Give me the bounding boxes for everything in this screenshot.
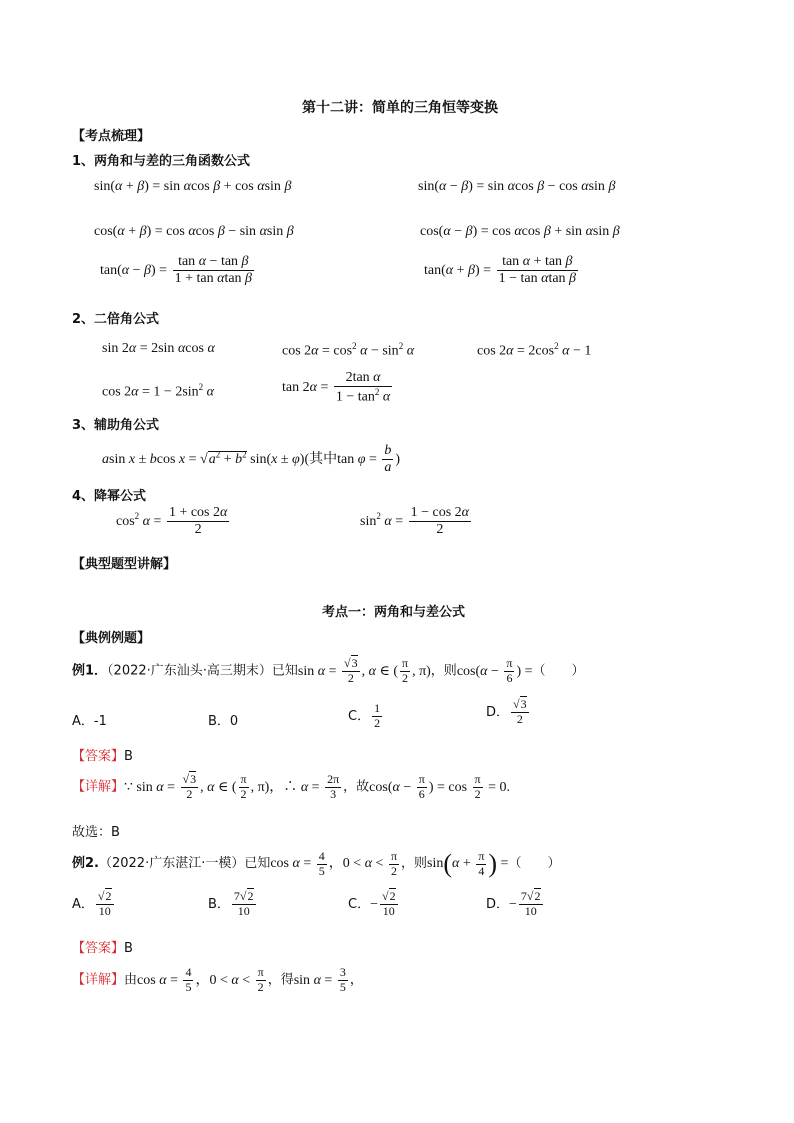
example-2-source: （2022·广东湛江·一模）已知 — [98, 856, 271, 872]
example-2-paren: （ ） — [508, 856, 561, 872]
example-1-question: 例1．（2022·广东汕头·高三期末）已知sin α = $\frac{√3}{2}$ , α ∈ ( $\frac{\pi}{2}$ , π)，则cos(α − $\frac{\pi}{6}$ ) =（ ） — [72, 656, 585, 685]
example-1-paren: （ ） — [532, 663, 585, 679]
formula-tan-sum: tan(α + β) = $\frac{\text{tan α + tan β}}{\text{1 − tan αtan β}}$ — [424, 254, 577, 287]
example-2-label: 例2. — [72, 856, 99, 872]
formula-sin-diff: sin(α − β) = sin αcos β − cos αsin β — [418, 179, 616, 194]
formula-sin-power-reduce: $\sin^2 \alpha$ = $\frac{1 - \cos 2\alpha}{2}$ — [360, 505, 470, 538]
formula-cos-sum: cos(α + β) = cos αcos β − sin αsin β — [94, 224, 294, 239]
formula-tan-diff: tan(α − β) = $\frac{\text{tan α − tan β}}{\text{1 + tan αtan β}}$ — [100, 254, 253, 287]
example-2-option-b: B． $\frac{7√2}{10}$ — [208, 889, 254, 918]
formula-sin-double: sin 2α = 2sin αcos α — [102, 341, 215, 356]
example-2-detail: 【详解】由cos α = $\frac{4}{5}$ ，0 < α < $\frac{\pi}{2}$ ，得sin α = $\frac{3}{5}$ ， — [72, 965, 363, 994]
section-review-header: 【考点梳理】 — [72, 129, 151, 144]
example-2-option-a: A． $\frac{√2}{10}$ — [72, 889, 112, 918]
page-title: 第十二讲：简单的三角恒等变换 — [302, 100, 498, 116]
example-2-ask: ，则 — [401, 856, 428, 872]
example-1-choose: 故选：B — [72, 825, 120, 840]
example-2-answer: 【答案】B — [72, 941, 133, 956]
example-1-option-c: C． $\frac{1}{2}$ — [348, 701, 381, 730]
formula-cos-double-3: $\cos 2\alpha = 1 - 2\sin^2$ α — [102, 382, 215, 400]
topic-4-heading: 4、降幂公式 — [72, 489, 147, 504]
formula-auxiliary-angle: asin x ± bcos $x = √a^2 + b^2$ sin(x ± φ)(其中tan φ = $\frac{b}{a}$ ) — [102, 443, 401, 476]
example-1-ask: ，则 — [430, 663, 457, 679]
example-2-question: 例2.（2022·广东湛江·一模）已知cos α = $\frac{4}{5}$ ，0 < α < $\frac{\pi}{2}$ ，则sin(α + $\frac{\pi}{4}$ ) =（ ） — [72, 848, 561, 878]
section-examples-header: 【典型题型讲解】 — [72, 557, 177, 572]
formula-cos-power-reduce: $\cos^2 \alpha$ = $\frac{1 + \cos 2\alpha}{2}$ — [116, 505, 228, 538]
example-1-source: （2022·广东汕头·高三期末）已知 — [107, 663, 298, 679]
formula-cos-double-1: $\cos 2\alpha = \cos^2 \alpha - \sin^2 \alpha$ — [282, 341, 415, 359]
example-2-option-c: C．− $\frac{√2}{10}$ — [348, 889, 396, 918]
example-1-label: 例1． — [72, 663, 108, 679]
topic-1-heading: 1、两角和与差的三角函数公式 — [72, 154, 251, 169]
topic-2-heading: 2、二倍角公式 — [72, 312, 160, 327]
formula-cos-diff: cos(α − β) = cos αcos β + sin αsin β — [420, 224, 620, 239]
example-1-detail: 【详解】∵ sin α = $\frac{√3}{2}$ , α ∈ ( $\frac{\pi}{2}$ , π)，∴ α = $\frac{2\pi}{3}$ ，故cos(α − $\frac{\pi}{6}$ ) = cos $\frac{\pi}{2}$ = 0. — [72, 772, 511, 801]
kaodian-1-heading: 考点一：两角和与差公式 — [322, 605, 466, 620]
formula-cos-double-2: $\cos 2\alpha = 2\cos^2$ α − 1 — [477, 341, 592, 359]
example-1-answer: 【答案】B — [72, 749, 133, 764]
example-2-option-d: D．− $\frac{7√2}{10}$ — [486, 889, 541, 918]
example-1-option-d: D． $\frac{√3}{2}$ — [486, 697, 527, 726]
formula-sin-sum: sin(α + β) = sin αcos β + cos αsin β — [94, 179, 292, 194]
section-typical-header: 【典例例题】 — [72, 631, 151, 646]
example-1-option-b: B．0 — [208, 714, 239, 729]
formula-tan-double: tan 2α = $\frac{\text{2tan α}}{1 - \tan^2 \alpha}$ — [282, 370, 391, 405]
example-1-option-a: A．-1 — [72, 714, 107, 729]
topic-3-heading: 3、辅助角公式 — [72, 418, 160, 433]
